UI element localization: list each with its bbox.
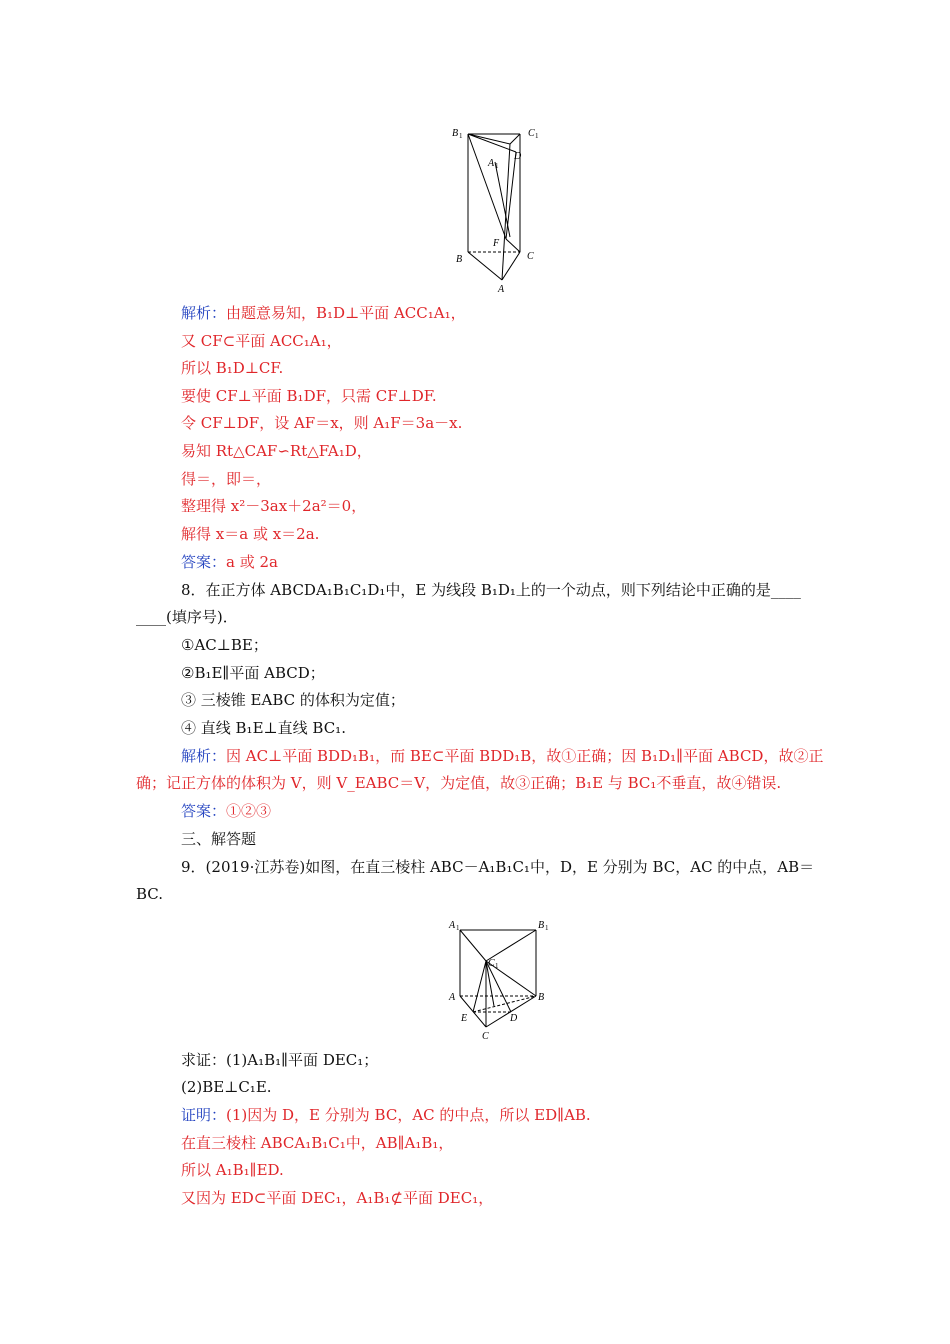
label-D: D [510, 1013, 518, 1024]
label-A1: A [449, 920, 456, 931]
label-C1: C [528, 128, 535, 139]
answer-prefix: 答案： [181, 553, 227, 571]
q9-prove-2: (2)BE⊥C₁E. [181, 1078, 272, 1096]
label-F: F [493, 238, 500, 249]
solution7-line-9: 解得 x＝a 或 x＝2a. [181, 525, 320, 543]
label-B1-sub: 1 [545, 924, 549, 932]
prism-figure-1 [450, 122, 550, 297]
label-B: B [456, 254, 463, 265]
solution7-line-2: 又 CF⊂平面 ACC₁A₁， [181, 332, 342, 350]
label-A1: A [488, 158, 495, 169]
q9-proof-line-3: 所以 A₁B₁∥ED. [181, 1161, 284, 1179]
q8-stem-line-1: 8．在正方体 ABCDA₁B₁C₁D₁中，E 为线段 B₁D₁上的一个动点，则下列结论中正确的是____ [181, 581, 801, 599]
prism-figure-2 [446, 916, 556, 1046]
solution7-line-1 [181, 303, 466, 323]
label-C1-sub: 1 [495, 962, 499, 970]
label-C: C [527, 251, 534, 262]
label-B1: B [538, 920, 545, 931]
q8-answer-prefix: 答案： [181, 802, 227, 820]
label-C1: C [488, 958, 495, 969]
solution7-line-8: 整理得 x²－3ax＋2a²＝0， [181, 497, 367, 515]
solution7-line-3: 所以 B₁D⊥CF. [181, 359, 284, 377]
solution7-answer [181, 552, 278, 572]
solution7-line-4: 要使 CF⊥平面 B₁DF，只需 CF⊥DF. [181, 387, 437, 405]
label-C: C [482, 1031, 489, 1042]
section-heading: 三、解答题 [181, 830, 257, 848]
q8-analysis-line-1 [181, 746, 823, 766]
solution7-line-5: 令 CF⊥DF，设 AF＝x，则 A₁F＝3a－x. [181, 414, 463, 432]
solution7-line-7: 得＝，即＝， [181, 470, 272, 488]
q8-answer [181, 801, 271, 821]
q8-analysis-line-2: 确；记正方体的体积为 V，则 V_EABC＝V，为定值，故③正确；B₁E 与 BC₁不垂直，故④错误. [136, 774, 782, 792]
q8-answer-text: ①②③ [226, 802, 272, 820]
q9-stem-line-2: BC. [136, 885, 164, 903]
q8-stem-line-2: ____(填序号)． [136, 608, 238, 626]
q8-analysis-prefix: 解析： [181, 747, 227, 765]
label-B1-sub: 1 [459, 132, 463, 140]
q8-option-4: ④ 直线 B₁E⊥直线 BC₁. [181, 719, 346, 737]
label-A1-sub: 1 [495, 162, 499, 170]
label-A1-sub: 1 [456, 924, 460, 932]
label-C1-sub: 1 [535, 132, 539, 140]
proof-text: (1)因为 D，E 分别为 BC，AC 的中点，所以 ED∥AB. [226, 1106, 591, 1124]
label-B: B [538, 992, 545, 1003]
label-E: E [461, 1013, 468, 1024]
q9-proof-line-1 [181, 1105, 591, 1125]
analysis-prefix: 解析： [181, 304, 227, 322]
label-D: D [514, 151, 522, 162]
q9-proof-line-2: 在直三棱柱 ABCA₁B₁C₁中，AB∥A₁B₁， [181, 1134, 454, 1152]
label-A: A [498, 284, 505, 295]
q8-option-1: ①AC⊥BE； [181, 636, 268, 654]
q9-stem-line-1: 9．(2019·江苏卷)如图，在直三棱柱 ABC－A₁B₁C₁中，D，E 分别为 BC，AC 的中点，AB＝ [181, 858, 815, 876]
proof-prefix: 证明： [181, 1106, 227, 1124]
analysis-text: 由题意易知，B₁D⊥平面 ACC₁A₁， [226, 304, 466, 322]
q8-option-3: ③ 三棱锥 EABC 的体积为定值； [181, 691, 405, 709]
q9-prove-1: 求证：(1)A₁B₁∥平面 DEC₁； [181, 1051, 379, 1069]
label-A: A [449, 992, 456, 1003]
q9-proof-line-4: 又因为 ED⊂平面 DEC₁，A₁B₁⊄平面 DEC₁， [181, 1189, 494, 1207]
q8-analysis-text: 因 AC⊥平面 BDD₁B₁，而 BE⊂平面 BDD₁B，故①正确；因 B₁D₁∥平面 ABCD，故②正 [226, 747, 824, 765]
solution7-line-6: 易知 Rt△CAF∽Rt△FA₁D， [181, 442, 372, 460]
label-B1: B [452, 128, 459, 139]
answer-text: a 或 2a [226, 553, 278, 571]
q8-option-2: ②B₁E∥平面 ABCD； [181, 664, 325, 682]
